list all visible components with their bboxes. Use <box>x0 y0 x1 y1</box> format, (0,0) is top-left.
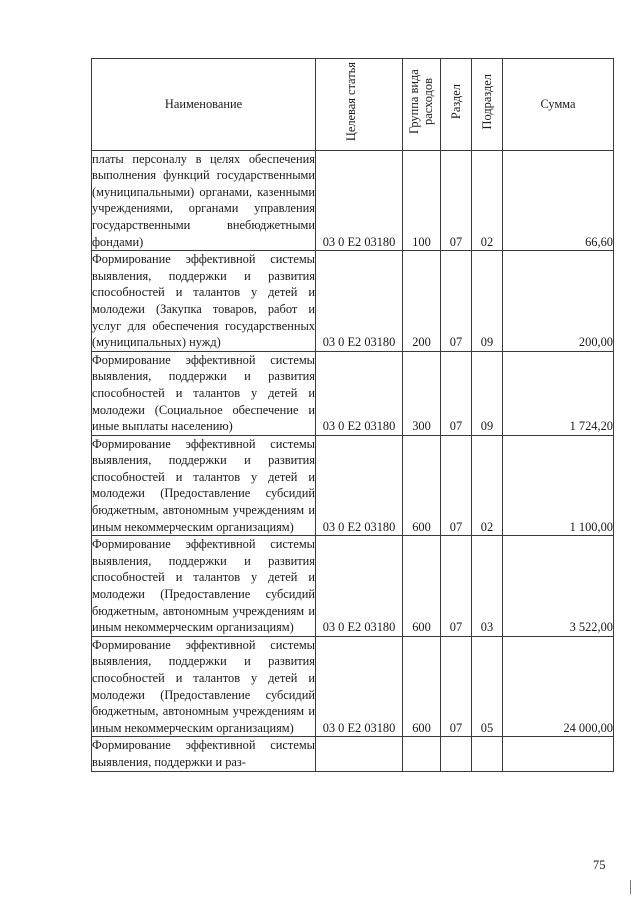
header-sum: Сумма <box>503 59 614 151</box>
row-section <box>441 737 472 771</box>
header-section-label: Раздел <box>449 84 463 120</box>
table-header-row <box>92 59 614 151</box>
row-section: 07 <box>441 351 472 435</box>
row-sum: 1 100,00 <box>503 435 614 536</box>
table-row <box>92 150 614 251</box>
row-section: 07 <box>441 251 472 352</box>
row-group <box>403 737 441 771</box>
row-target: 03 0 Е2 03180 <box>316 435 403 536</box>
header-target <box>316 59 403 151</box>
row-section: 07 <box>441 536 472 637</box>
row-name-text: Формирование эффективной системы выявления, поддержки и развития способностей и талантов у детей и молодежи (Социальное обеспечение и иные выплаты населению) <box>92 352 315 434</box>
row-name-text: Формирование эффективной системы выявления, поддержки и развития способностей и талантов у детей и молодежи (Закупка товаров, работ и услуг для обеспечения государственных (муниципальных) нужд) <box>92 252 315 350</box>
row-subsection: 02 <box>472 435 503 536</box>
row-section: 07 <box>441 636 472 737</box>
budget-table <box>91 58 614 772</box>
row-name-text: Формирование эффективной системы выявления, поддержки и развития способностей и талантов у детей и молодежи (Предоставление субсидий бюджетным, автономным учреждениям и иным некоммерческим организациям) <box>92 637 315 735</box>
table-row <box>92 435 614 536</box>
row-subsection: 02 <box>472 150 503 251</box>
row-sum: 1 724,20 <box>503 351 614 435</box>
table-row <box>92 536 614 637</box>
table-row <box>92 636 614 737</box>
row-subsection: 05 <box>472 636 503 737</box>
header-subsection <box>472 59 503 151</box>
row-subsection: 09 <box>472 251 503 352</box>
row-name <box>92 435 316 536</box>
header-group-label: Группа вида расходов <box>406 69 435 135</box>
row-sum: 24 000,00 <box>503 636 614 737</box>
row-section: 07 <box>441 435 472 536</box>
row-target: 03 0 Е2 03180 <box>316 351 403 435</box>
header-name: Наименование <box>92 59 316 151</box>
row-name-text: Формирование эффективной системы выявления, поддержки и развития способностей и талантов у детей и молодежи (Предоставление субсидий бюджетным, автономным учреждениям и иным некоммерческим организациям) <box>92 537 315 635</box>
table-row-partial <box>92 737 614 771</box>
header-target-label: Целевая статья <box>344 62 358 142</box>
row-target <box>316 737 403 771</box>
row-target: 03 0 Е2 03180 <box>316 636 403 737</box>
row-subsection <box>472 737 503 771</box>
row-target: 03 0 Е2 03180 <box>316 536 403 637</box>
row-group: 100 <box>403 150 441 251</box>
row-sum: 200,00 <box>503 251 614 352</box>
row-group: 600 <box>403 536 441 637</box>
row-subsection: 09 <box>472 351 503 435</box>
row-name <box>92 251 316 352</box>
row-sum: 66,60 <box>503 150 614 251</box>
row-subsection: 03 <box>472 536 503 637</box>
row-name <box>92 636 316 737</box>
header-subsection-label: Подраздел <box>480 74 494 130</box>
header-section <box>441 59 472 151</box>
margin-mark <box>630 880 631 894</box>
row-name-text: Формирование эффективной системы выявления, поддержки и развития способностей и талантов у детей и молодежи (Предоставление субсидий бюджетным, автономным учреждениям и иным некоммерческим организациям) <box>92 436 315 534</box>
page-number: 75 <box>593 858 606 872</box>
row-name <box>92 737 316 771</box>
row-sum: 3 522,00 <box>503 536 614 637</box>
row-sum <box>503 737 614 771</box>
row-target: 03 0 Е2 03180 <box>316 251 403 352</box>
row-section: 07 <box>441 150 472 251</box>
header-group <box>403 59 441 151</box>
row-name-text: Формирование эффективной системы выявления, поддержки и раз- <box>92 738 315 769</box>
row-name <box>92 351 316 435</box>
row-name-text: платы персоналу в целях обеспечения выполнения функций государственными (муниципальными) органами, казенными учреждениями, органами управления государственными внебюджетными фондами) <box>92 151 315 249</box>
table-row <box>92 251 614 352</box>
row-group: 200 <box>403 251 441 352</box>
row-group: 600 <box>403 435 441 536</box>
row-group: 300 <box>403 351 441 435</box>
row-group: 600 <box>403 636 441 737</box>
table-row <box>92 351 614 435</box>
row-name <box>92 536 316 637</box>
row-name <box>92 150 316 251</box>
row-target: 03 0 Е2 03180 <box>316 150 403 251</box>
